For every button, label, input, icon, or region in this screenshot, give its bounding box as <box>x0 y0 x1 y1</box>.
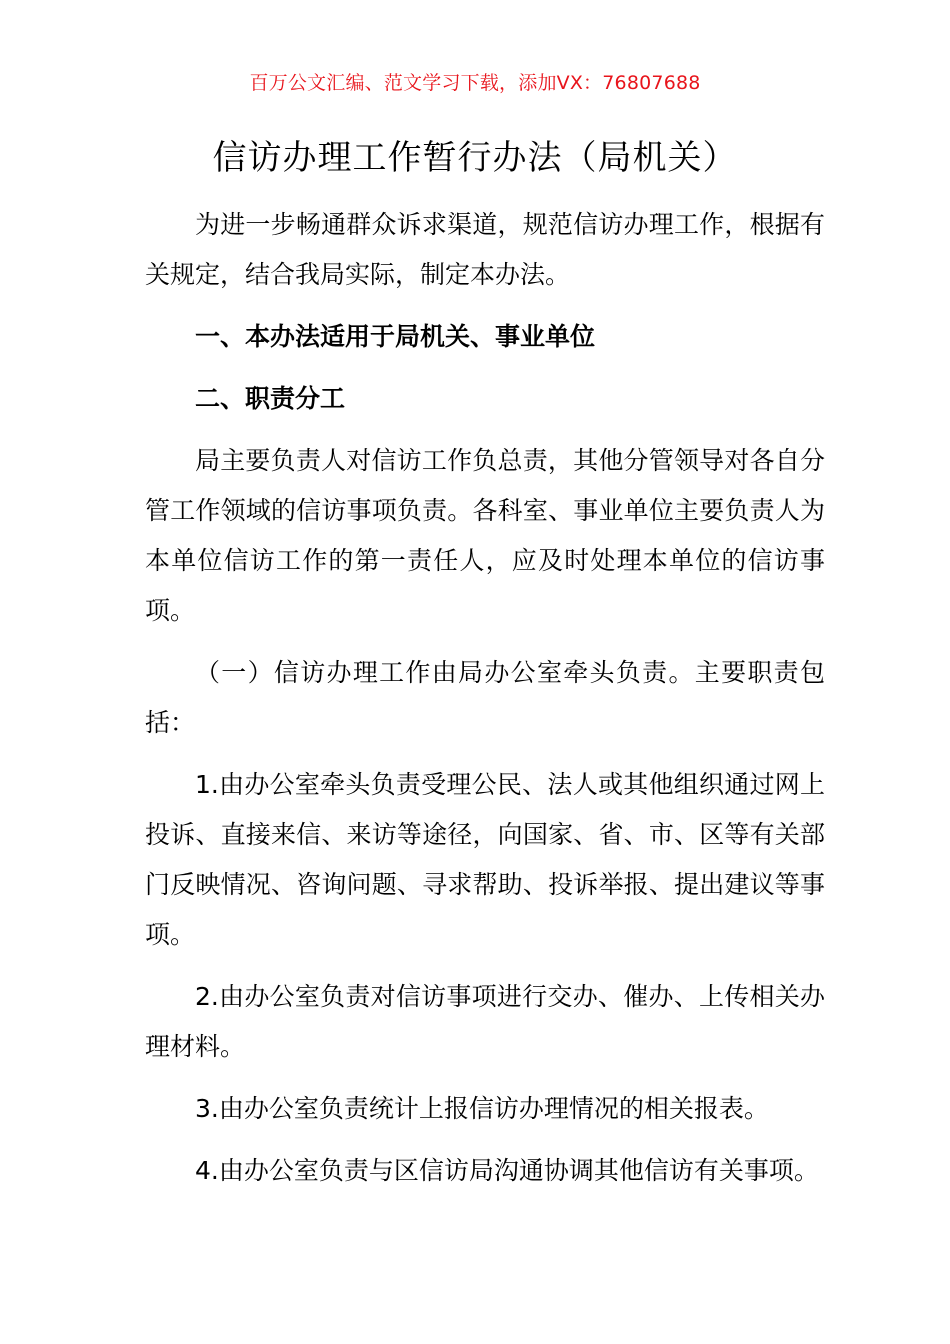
section-heading-duties: 二、职责分工 <box>195 384 346 413</box>
header-note: 百万公文汇编、范文学习下载，添加VX：76807688 <box>249 72 701 94</box>
document-title: 信访办理工作暂行办法（局机关） <box>212 138 738 178</box>
list-item: 4.由办公室负责与区信访局沟通协调其他信访有关事项。 <box>195 1156 819 1185</box>
section-heading-scope: 一、本办法适用于局机关、事业单位 <box>195 322 596 351</box>
list-item: 3.由办公室负责统计上报信访办理情况的相关报表。 <box>195 1094 769 1123</box>
document-body <box>145 200 825 1208</box>
intro-paragraph: 为进一步畅通群众诉求渠道，规范信访办理工作，根据有关规定，结合我局实际，制定本办法。 <box>145 210 825 289</box>
list-item: 1.由办公室牵头负责受理公民、法人或其他组织通过网上投诉、直接来信、来访等途径，向国家、省、市、区等有关部门反映情况、咨询问题、寻求帮助、投诉举报、提出建议等事项。 <box>145 770 825 949</box>
subsection-one-paragraph: （一）信访办理工作由局办公室牵头负责。主要职责包括： <box>145 658 825 737</box>
duty-paragraph: 局主要负责人对信访工作负总责，其他分管领导对各自分管工作领域的信访事项负责。各科室、事业单位主要负责人为本单位信访工作的第一责任人，应及时处理本单位的信访事项。 <box>145 446 825 625</box>
list-item: 2.由办公室负责对信访事项进行交办、催办、上传相关办理材料。 <box>145 982 825 1061</box>
